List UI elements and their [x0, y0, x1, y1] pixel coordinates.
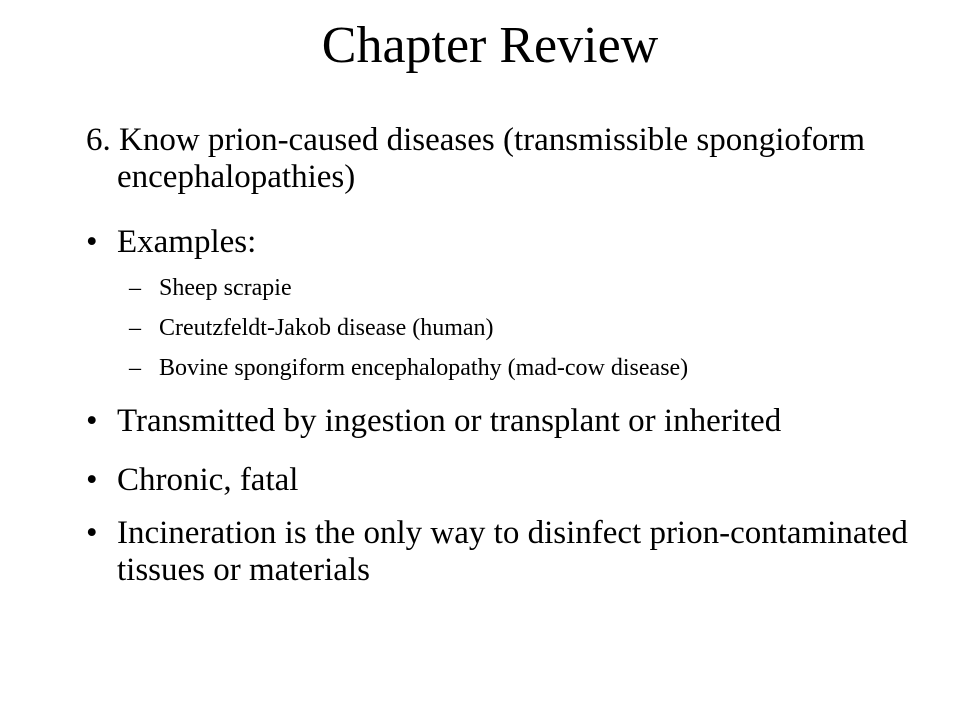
- slide-body: [86, 122, 926, 611]
- bullet-transmission: [86, 403, 926, 440]
- sub-item-text: Creutzfeldt-Jakob disease (human): [159, 315, 494, 341]
- lead-item: 6. Know prion-caused diseases (transmissible spongioform encephalopathies): [86, 122, 866, 195]
- bullet-text: Chronic, fatal: [117, 462, 299, 498]
- bullet-examples: [86, 224, 926, 261]
- bullet-text: Transmitted by ingestion or transplant or inherited: [117, 403, 782, 439]
- examples-sublist: [129, 273, 926, 383]
- bullet-icon: •: [86, 462, 98, 498]
- dash-icon: –: [129, 275, 141, 301]
- bullet-chronic-fatal: [86, 462, 926, 499]
- sub-item-text: Bovine spongiform encephalopathy (mad-cow disease): [159, 355, 689, 381]
- sub-item-creutzfeldt-jakob: [129, 313, 926, 343]
- bullet-incineration: [86, 515, 926, 589]
- bullet-icon: •: [86, 515, 98, 551]
- sub-item-sheep-scrapie: [129, 273, 926, 303]
- sub-item-bse: [129, 353, 926, 383]
- bullet-text: Examples:: [117, 224, 257, 260]
- dash-icon: –: [129, 355, 141, 381]
- bullet-icon: •: [86, 403, 98, 439]
- dash-icon: –: [129, 315, 141, 341]
- sub-item-text: Sheep scrapie: [159, 275, 292, 301]
- bullet-icon: •: [86, 224, 98, 260]
- slide-title: Chapter Review: [321, 17, 659, 74]
- bullet-text: Incineration is the only way to disinfect prion-contaminated tissues or materials: [117, 515, 908, 588]
